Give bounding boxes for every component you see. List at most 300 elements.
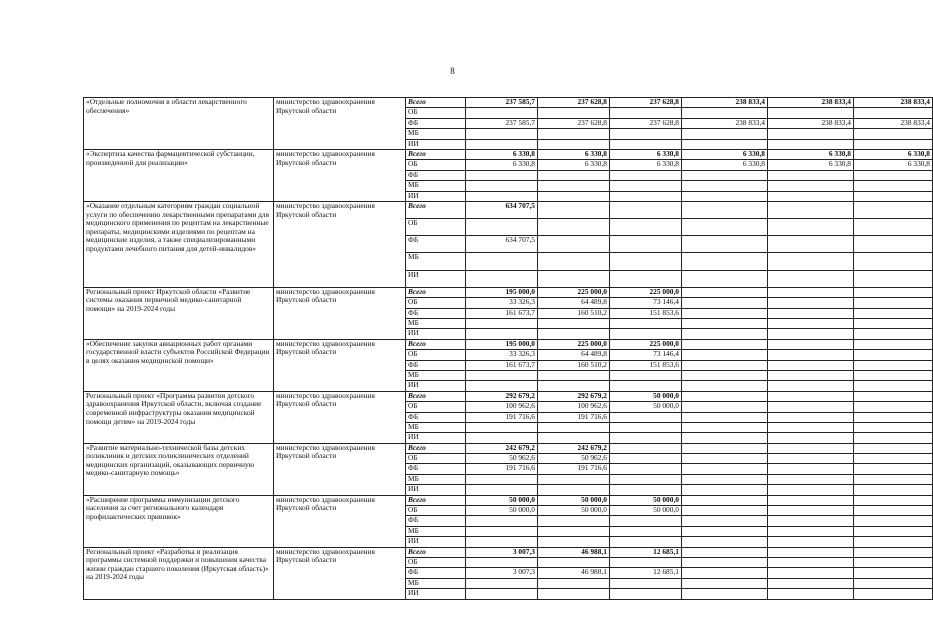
amount-cell (610, 589, 682, 599)
amount-cell: 6 330,8 (466, 160, 538, 170)
funding-source: Всего (406, 287, 466, 297)
amount-cell (466, 181, 538, 191)
amount-cell (768, 308, 854, 318)
amount-cell (682, 139, 768, 149)
amount-cell (854, 129, 933, 139)
funding-source: ФБ (406, 464, 466, 474)
table-row (84, 495, 933, 505)
amount-cell (466, 516, 538, 526)
table-row (84, 339, 933, 349)
amount-cell (538, 319, 610, 329)
amount-cell (538, 422, 610, 432)
amount-cell: 64 489,8 (538, 350, 610, 360)
amount-cell (682, 219, 768, 236)
amount-cell: 237 585,7 (466, 98, 538, 108)
amount-cell (682, 433, 768, 443)
amount-cell (538, 181, 610, 191)
amount-cell: 6 330,8 (768, 149, 854, 159)
amount-cell (854, 236, 933, 253)
amount-cell (854, 568, 933, 578)
amount-cell (854, 319, 933, 329)
funding-source: ФБ (406, 236, 466, 253)
amount-cell (854, 191, 933, 201)
amount-cell (768, 270, 854, 287)
amount-cell (768, 219, 854, 236)
amount-cell (466, 370, 538, 380)
amount-cell: 50 000,0 (538, 495, 610, 505)
responsible-organization: министерство здравоохранения Иркутской области (274, 391, 406, 443)
amount-cell (538, 433, 610, 443)
amount-cell (768, 516, 854, 526)
amount-cell: 238 833,4 (854, 118, 933, 128)
amount-cell (768, 454, 854, 464)
amount-cell (682, 201, 768, 218)
amount-cell (854, 402, 933, 412)
table-row (84, 547, 933, 557)
amount-cell (610, 108, 682, 118)
amount-cell: 6 330,8 (610, 160, 682, 170)
amount-cell: 73 146,4 (610, 350, 682, 360)
funding-source: ИИ (406, 329, 466, 339)
amount-cell (682, 170, 768, 180)
table-row (84, 287, 933, 297)
amount-cell (682, 319, 768, 329)
amount-cell (682, 485, 768, 495)
amount-cell (768, 339, 854, 349)
amount-cell: 242 679,2 (538, 443, 610, 453)
amount-cell (854, 329, 933, 339)
amount-cell (854, 139, 933, 149)
budget-table (83, 97, 933, 600)
amount-cell: 238 833,4 (682, 118, 768, 128)
amount-cell (854, 360, 933, 370)
funding-source: ОБ (406, 350, 466, 360)
amount-cell (768, 287, 854, 297)
amount-cell: 50 000,0 (538, 506, 610, 516)
amount-cell (768, 485, 854, 495)
amount-cell (854, 506, 933, 516)
amount-cell (610, 381, 682, 391)
amount-cell: 292 679,2 (466, 391, 538, 401)
amount-cell (768, 547, 854, 557)
amount-cell (768, 558, 854, 568)
funding-source: Всего (406, 98, 466, 108)
amount-cell (466, 558, 538, 568)
amount-cell (768, 506, 854, 516)
amount-cell (610, 464, 682, 474)
amount-cell (854, 422, 933, 432)
amount-cell (466, 578, 538, 588)
amount-cell (854, 170, 933, 180)
amount-cell (466, 329, 538, 339)
table-row (84, 201, 933, 218)
amount-cell: 33 326,3 (466, 298, 538, 308)
amount-cell (682, 506, 768, 516)
responsible-organization: министерство здравоохранения Иркутской области (274, 547, 406, 599)
amount-cell (682, 547, 768, 557)
amount-cell: 3 007,3 (466, 547, 538, 557)
table-row (84, 98, 933, 108)
responsible-organization: министерство здравоохранения Иркутской области (274, 201, 406, 287)
amount-cell (768, 360, 854, 370)
funding-source: МБ (406, 422, 466, 432)
amount-cell (682, 360, 768, 370)
amount-cell (610, 558, 682, 568)
amount-cell: 151 853,6 (610, 360, 682, 370)
amount-cell (854, 391, 933, 401)
amount-cell: 12 685,1 (610, 568, 682, 578)
program-name: «Отдельные полномочия в области лекарственного обеспечения» (84, 98, 274, 150)
amount-cell (854, 412, 933, 422)
program-name: «Расширение программы иммунизации детского населения за счет регионального календаря профилактических прививок» (84, 495, 274, 547)
amount-cell: 238 833,4 (768, 118, 854, 128)
amount-cell (610, 443, 682, 453)
amount-cell: 237 628,8 (538, 98, 610, 108)
amount-cell (682, 181, 768, 191)
amount-cell (768, 578, 854, 588)
amount-cell (854, 339, 933, 349)
funding-source: МБ (406, 181, 466, 191)
amount-cell (538, 589, 610, 599)
amount-cell (682, 412, 768, 422)
amount-cell: 50 000,0 (610, 391, 682, 401)
amount-cell: 50 000,0 (466, 495, 538, 505)
amount-cell: 242 679,2 (466, 443, 538, 453)
amount-cell (610, 191, 682, 201)
amount-cell (610, 370, 682, 380)
amount-cell: 237 628,8 (610, 98, 682, 108)
amount-cell (538, 191, 610, 201)
funding-source: Всего (406, 339, 466, 349)
amount-cell (610, 201, 682, 218)
amount-cell (854, 433, 933, 443)
amount-cell: 6 330,8 (682, 149, 768, 159)
amount-cell (466, 129, 538, 139)
program-name: Региональный проект «Программа развития детского здравоохранения Иркутской области, включая создание современной инфраструктуры оказания медицинской помощи детям» на 2019-2024 годы (84, 391, 274, 443)
funding-source: Всего (406, 547, 466, 557)
amount-cell (768, 181, 854, 191)
amount-cell (768, 433, 854, 443)
funding-source: ОБ (406, 402, 466, 412)
amount-cell (610, 170, 682, 180)
funding-source: МБ (406, 253, 466, 270)
amount-cell (768, 464, 854, 474)
amount-cell (466, 319, 538, 329)
amount-cell (538, 578, 610, 588)
amount-cell (682, 558, 768, 568)
funding-source: ФБ (406, 170, 466, 180)
amount-cell (768, 537, 854, 547)
funding-source: ФБ (406, 118, 466, 128)
amount-cell: 238 833,4 (682, 98, 768, 108)
amount-cell (768, 422, 854, 432)
amount-cell: 64 489,8 (538, 298, 610, 308)
amount-cell (854, 464, 933, 474)
amount-cell (610, 485, 682, 495)
funding-source: Всего (406, 443, 466, 453)
amount-cell (538, 381, 610, 391)
funding-source: Всего (406, 391, 466, 401)
amount-cell (466, 139, 538, 149)
amount-cell: 12 685,1 (610, 547, 682, 557)
amount-cell (768, 319, 854, 329)
amount-cell: 100 962,6 (538, 402, 610, 412)
amount-cell (854, 454, 933, 464)
amount-cell: 151 853,6 (610, 308, 682, 318)
amount-cell (610, 516, 682, 526)
funding-source: ОБ (406, 558, 466, 568)
funding-source: ОБ (406, 219, 466, 236)
funding-source: ИИ (406, 433, 466, 443)
funding-source: ФБ (406, 360, 466, 370)
amount-cell: 46 988,1 (538, 568, 610, 578)
amount-cell (682, 578, 768, 588)
amount-cell (854, 350, 933, 360)
amount-cell: 191 716,6 (466, 464, 538, 474)
program-name: «Экспертиза качества фармацевтической субстанции, произведенной для реализации» (84, 149, 274, 201)
amount-cell (854, 201, 933, 218)
amount-cell (854, 381, 933, 391)
amount-cell: 634 707,5 (466, 236, 538, 253)
amount-cell (854, 485, 933, 495)
funding-source: Всего (406, 495, 466, 505)
amount-cell (682, 339, 768, 349)
amount-cell (768, 443, 854, 453)
amount-cell (854, 589, 933, 599)
amount-cell (768, 139, 854, 149)
amount-cell: 6 330,8 (854, 160, 933, 170)
amount-cell: 237 628,8 (538, 118, 610, 128)
amount-cell (682, 108, 768, 118)
amount-cell (682, 526, 768, 536)
amount-cell (682, 270, 768, 287)
amount-cell: 6 330,8 (538, 149, 610, 159)
amount-cell (538, 219, 610, 236)
funding-source: ОБ (406, 454, 466, 464)
amount-cell (610, 537, 682, 547)
amount-cell: 46 988,1 (538, 547, 610, 557)
amount-cell (610, 236, 682, 253)
funding-source: Всего (406, 201, 466, 218)
funding-source: ИИ (406, 485, 466, 495)
responsible-organization: министерство здравоохранения Иркутской области (274, 495, 406, 547)
amount-cell (768, 495, 854, 505)
amount-cell (682, 402, 768, 412)
amount-cell (768, 253, 854, 270)
amount-cell (538, 516, 610, 526)
amount-cell (768, 298, 854, 308)
amount-cell: 191 716,6 (538, 464, 610, 474)
amount-cell (854, 558, 933, 568)
funding-source: МБ (406, 474, 466, 484)
amount-cell (768, 201, 854, 218)
funding-source: МБ (406, 526, 466, 536)
responsible-organization: министерство здравоохранения Иркутской области (274, 339, 406, 391)
amount-cell (768, 170, 854, 180)
amount-cell (538, 558, 610, 568)
amount-cell (768, 391, 854, 401)
amount-cell (854, 443, 933, 453)
amount-cell (466, 485, 538, 495)
amount-cell (466, 381, 538, 391)
amount-cell (610, 219, 682, 236)
responsible-organization: министерство здравоохранения Иркутской области (274, 98, 406, 150)
amount-cell (854, 547, 933, 557)
amount-cell (768, 108, 854, 118)
amount-cell (610, 139, 682, 149)
amount-cell (466, 589, 538, 599)
amount-cell: 6 330,8 (682, 160, 768, 170)
amount-cell (538, 236, 610, 253)
amount-cell (682, 454, 768, 464)
amount-cell (854, 495, 933, 505)
amount-cell: 160 510,2 (538, 308, 610, 318)
amount-cell (466, 170, 538, 180)
amount-cell (854, 108, 933, 118)
amount-cell (682, 236, 768, 253)
amount-cell (610, 270, 682, 287)
amount-cell: 6 330,8 (768, 160, 854, 170)
amount-cell (854, 578, 933, 588)
table-row (84, 443, 933, 453)
amount-cell (682, 443, 768, 453)
funding-source: Всего (406, 149, 466, 159)
amount-cell (466, 270, 538, 287)
amount-cell (682, 191, 768, 201)
amount-cell (466, 474, 538, 484)
amount-cell (854, 253, 933, 270)
amount-cell (610, 578, 682, 588)
amount-cell (768, 474, 854, 484)
funding-source: ИИ (406, 139, 466, 149)
amount-cell: 292 679,2 (538, 391, 610, 401)
amount-cell (768, 329, 854, 339)
amount-cell: 161 673,7 (466, 360, 538, 370)
program-name: «Обеспечение закупки авиационных работ органами государственной власти субъектов Российской Федерации в целях оказания медицинской помощи» (84, 339, 274, 391)
funding-source: ФБ (406, 516, 466, 526)
funding-source: МБ (406, 319, 466, 329)
amount-cell: 225 000,0 (610, 287, 682, 297)
amount-cell: 6 330,8 (610, 149, 682, 159)
amount-cell (854, 526, 933, 536)
amount-cell (768, 350, 854, 360)
amount-cell (682, 474, 768, 484)
amount-cell (854, 287, 933, 297)
amount-cell: 3 007,3 (466, 568, 538, 578)
amount-cell (538, 108, 610, 118)
funding-source: ФБ (406, 308, 466, 318)
amount-cell (854, 516, 933, 526)
amount-cell: 50 000,0 (610, 402, 682, 412)
funding-source: ФБ (406, 412, 466, 422)
amount-cell: 195 000,0 (466, 287, 538, 297)
amount-cell (466, 526, 538, 536)
amount-cell (466, 433, 538, 443)
amount-cell (768, 568, 854, 578)
amount-cell (538, 526, 610, 536)
amount-cell (768, 370, 854, 380)
amount-cell (538, 537, 610, 547)
amount-cell (682, 253, 768, 270)
funding-source: ИИ (406, 537, 466, 547)
amount-cell (682, 381, 768, 391)
amount-cell (610, 433, 682, 443)
amount-cell (768, 589, 854, 599)
amount-cell (682, 422, 768, 432)
amount-cell (854, 474, 933, 484)
amount-cell: 50 962,6 (538, 454, 610, 464)
amount-cell (768, 402, 854, 412)
amount-cell: 225 000,0 (538, 287, 610, 297)
amount-cell (538, 370, 610, 380)
amount-cell: 238 833,4 (768, 98, 854, 108)
amount-cell (538, 474, 610, 484)
amount-cell (768, 526, 854, 536)
funding-source: ИИ (406, 589, 466, 599)
amount-cell (682, 370, 768, 380)
amount-cell (682, 391, 768, 401)
amount-cell (682, 516, 768, 526)
amount-cell (610, 474, 682, 484)
program-name: «Развитие материально-технической базы детских поликлиник и детских поликлинических отделений медицинских организаций, оказывающих первичную медико-санитарную помощь» (84, 443, 274, 495)
amount-cell: 6 330,8 (854, 149, 933, 159)
program-name: Региональный проект «Разработка и реализация программы системной поддержки и повышения качества жизни граждан старшего поколения (Иркутская область)» на 2019-2024 годы (84, 547, 274, 599)
funding-source: МБ (406, 370, 466, 380)
amount-cell (466, 219, 538, 236)
amount-cell (682, 329, 768, 339)
amount-cell: 50 962,6 (466, 454, 538, 464)
funding-source: ИИ (406, 381, 466, 391)
amount-cell: 634 707,5 (466, 201, 538, 218)
amount-cell (466, 191, 538, 201)
responsible-organization: министерство здравоохранения Иркутской области (274, 287, 406, 339)
amount-cell: 225 000,0 (610, 339, 682, 349)
amount-cell (682, 589, 768, 599)
amount-cell (682, 495, 768, 505)
funding-source: ОБ (406, 506, 466, 516)
amount-cell (610, 526, 682, 536)
amount-cell (466, 422, 538, 432)
funding-source: ИИ (406, 270, 466, 287)
amount-cell (854, 219, 933, 236)
funding-source: ИИ (406, 191, 466, 201)
amount-cell: 237 628,8 (610, 118, 682, 128)
table-row (84, 149, 933, 159)
funding-source: МБ (406, 129, 466, 139)
amount-cell (538, 139, 610, 149)
amount-cell (854, 308, 933, 318)
amount-cell (854, 181, 933, 191)
funding-source: ОБ (406, 108, 466, 118)
amount-cell: 6 330,8 (538, 160, 610, 170)
responsible-organization: министерство здравоохранения Иркутской области (274, 149, 406, 201)
funding-source: ОБ (406, 298, 466, 308)
amount-cell (610, 412, 682, 422)
amount-cell (466, 537, 538, 547)
program-name: «Оказание отдельным категориям граждан социальной услуги по обеспечению лекарственными препаратами для медицинского применения по рецептам на лекарственные препараты, медицинскими изделиями по рецептам на медицинские изделия, а также специализированными продуктами лечебного питания для детей-инвалидов» (84, 201, 274, 287)
amount-cell (682, 287, 768, 297)
amount-cell (610, 129, 682, 139)
amount-cell: 161 673,7 (466, 308, 538, 318)
amount-cell (610, 253, 682, 270)
amount-cell: 6 330,8 (466, 149, 538, 159)
amount-cell: 160 510,2 (538, 360, 610, 370)
page-number: 8 (450, 66, 455, 76)
amount-cell: 50 000,0 (610, 506, 682, 516)
amount-cell (538, 170, 610, 180)
amount-cell (768, 412, 854, 422)
amount-cell (538, 253, 610, 270)
